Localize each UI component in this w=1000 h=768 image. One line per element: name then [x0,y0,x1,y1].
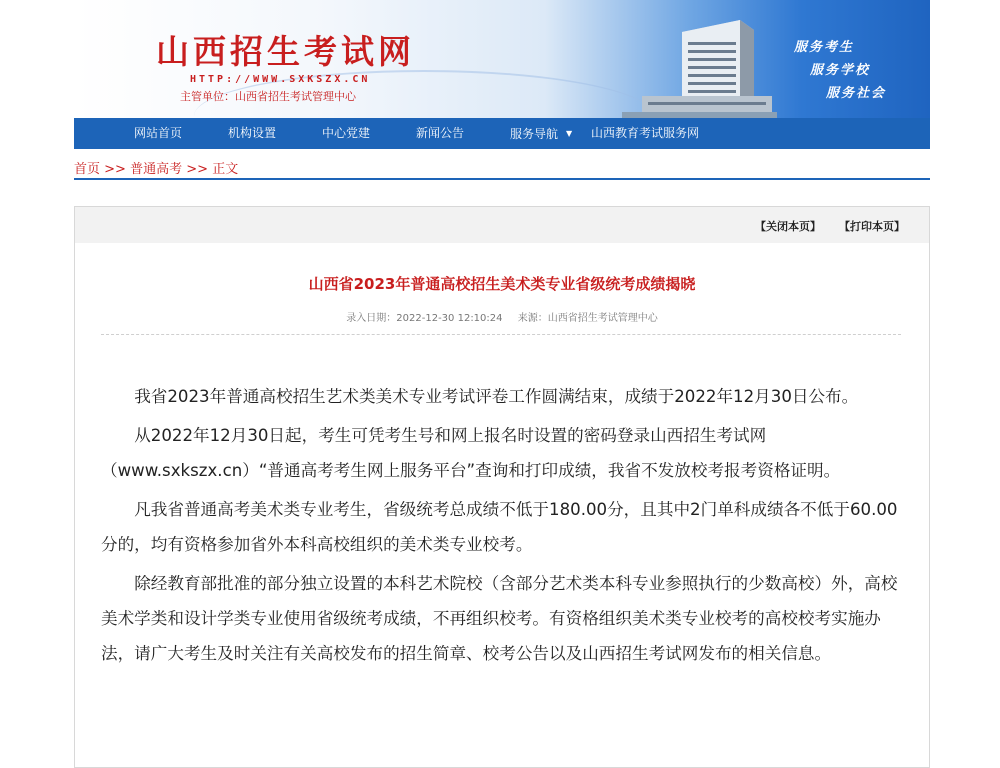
article-title: 山西省2023年普通高校招生美术类专业省级统考成绩揭晓 [308,275,696,293]
site-url: HTTP://WWW.SXKSZX.CN [190,74,371,85]
slogan-item: 服务考生 [794,40,855,55]
article-date: 录入日期：2022-12-30 12:10:24 [346,313,503,324]
slogan-item: 服务学校 [810,63,871,78]
breadcrumb [74,158,930,180]
nav-item-label: 服务导航 [510,127,559,141]
breadcrumb-home[interactable]: 首页 [74,162,101,177]
nav-item-organization[interactable]: 机构设置 [228,126,277,140]
print-page-button[interactable]: 【打印本页】 [839,220,905,233]
building-illustration [622,14,777,118]
breadcrumb-separator: >> [104,162,126,177]
article-source: 来源：山西省招生考试管理中心 [517,313,658,324]
nav-item-news[interactable]: 新闻公告 [416,126,465,140]
nav-item-home[interactable]: 网站首页 [134,126,183,140]
dropdown-caret-icon: ▼ [566,129,573,138]
article-paragraph: 从2022年12月30日起，考生可凭考生号和网上报名时设置的密码登录山西招生考试网（www.sxkszx.cn）“普通高考考生网上服务平台”查询和打印成绩，我省不发放校考报考资格证明。 [101,426,841,480]
breadcrumb-separator: >> [186,162,209,177]
nav-item-service-nav[interactable] [510,118,572,149]
article-paragraph: 除经教育部批准的部分独立设置的本科艺术院校（含部分艺术类本科专业参照执行的少数高校）外，高校美术学类和设计学类专业使用省级统考成绩，不再组织校考。有资格组织美术类专业校考的高校校考实施办法，请广大考生及时关注有关高校发布的招生简章、校考公告以及山西招生考试网发布的相关信息。 [101,574,898,663]
article-paragraph: 凡我省普通高考美术类专业考生，省级统考总成绩不低于180.00分，且其中2门单科成绩各不低于60.00分的，均有资格参加省外本科高校组织的美术类专业校考。 [101,500,898,554]
breadcrumb-current: 正文 [212,162,239,177]
host-unit: 主管单位：山西省招生考试管理中心 [180,90,356,103]
main-nav [74,118,930,149]
nav-item-exam-service[interactable]: 山西教育考试服务网 [591,126,700,140]
header-banner [74,0,930,118]
close-page-button[interactable]: 【关闭本页】 [755,220,821,233]
article-body [101,379,906,675]
article-toolbar [75,207,929,243]
slogan-item: 服务社会 [826,86,887,101]
article-meta [75,309,929,324]
divider [101,334,901,335]
article-panel [74,206,930,768]
site-title: 山西招生考试网 [156,32,415,71]
nav-item-party[interactable]: 中心党建 [322,126,371,140]
article-paragraph: 我省2023年普通高校招生艺术类美术专业考试评卷工作圆满结束，成绩于2022年12月30日公布。 [134,387,859,406]
breadcrumb-category[interactable]: 普通高考 [130,162,183,177]
